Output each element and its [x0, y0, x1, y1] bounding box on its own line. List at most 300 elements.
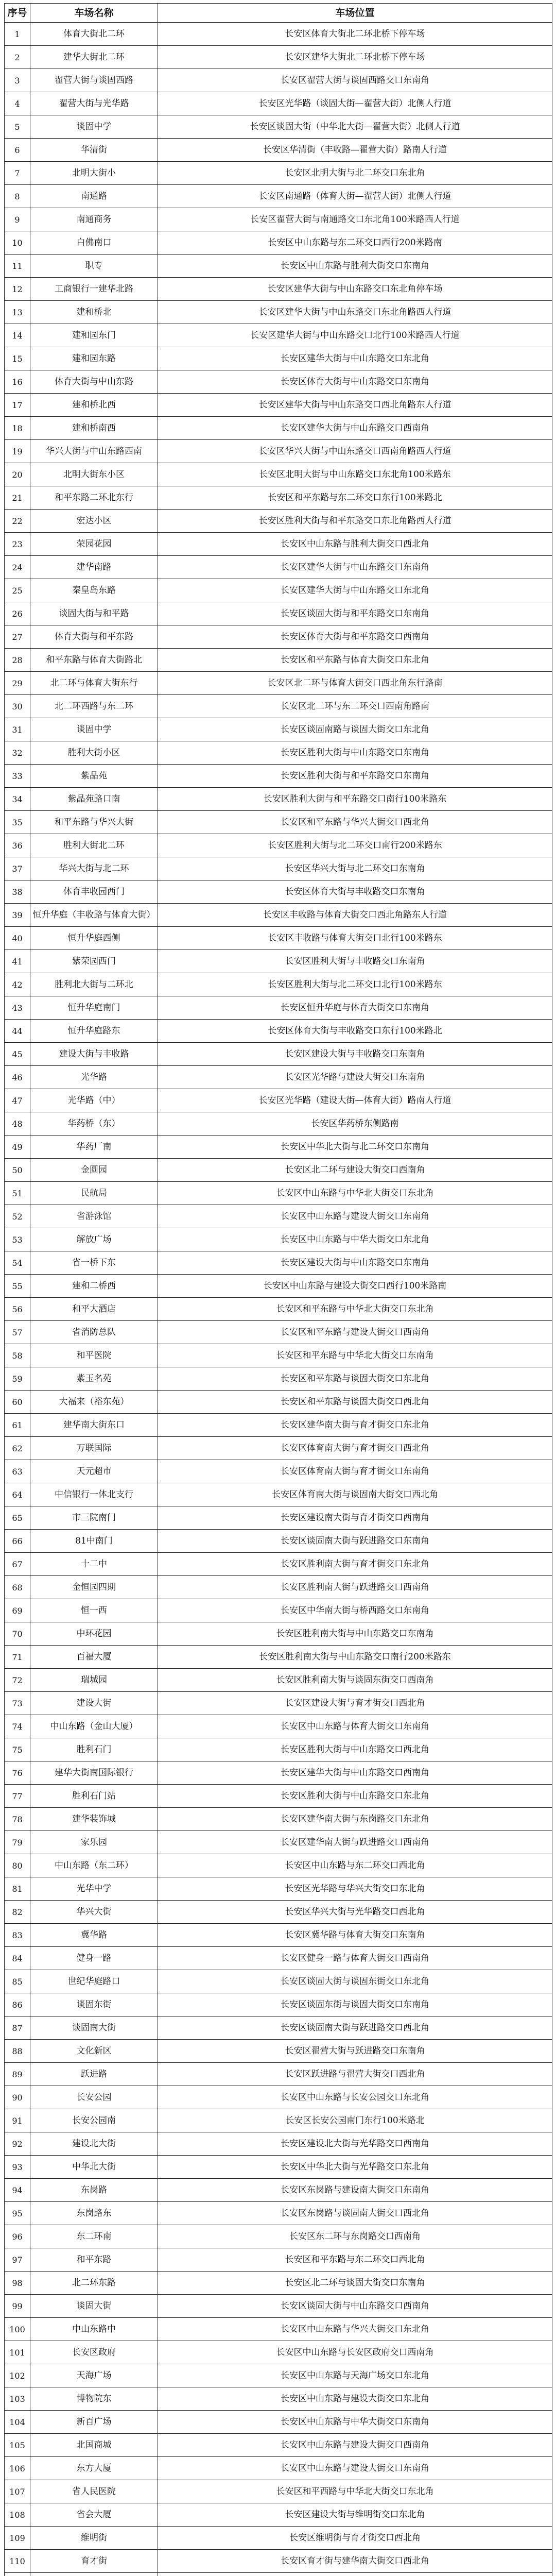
row-name: 冀华路 — [30, 1924, 158, 1947]
row-location: 长安区健身一路与体育大街交口西南角 — [158, 1947, 552, 1970]
row-index: 34 — [5, 788, 30, 811]
row-location: 长安区育才街与建华南大街交口西北角 — [158, 2550, 552, 2573]
table-row — [5, 904, 552, 927]
row-index: 19 — [5, 440, 30, 463]
table-row — [5, 1043, 552, 1066]
row-index: 44 — [5, 1020, 30, 1043]
row-name: 百福大厦 — [30, 1646, 158, 1669]
row-index: 67 — [5, 1553, 30, 1576]
row-location: 长安区胜利南大街与中山东路交口东南角 — [158, 1622, 552, 1646]
row-location: 长安区光华路（建设大街—体育大街）路南人行道 — [158, 1089, 552, 1112]
row-index: 2 — [5, 46, 30, 69]
row-index: 86 — [5, 1993, 30, 2016]
row-location: 长安区北二环与谈固大街交口东南角 — [158, 2272, 552, 2295]
table-row — [5, 695, 552, 718]
table-row — [5, 1089, 552, 1112]
row-name: 建和园东门 — [30, 324, 158, 347]
row-name: 新百广场 — [30, 2411, 158, 2434]
row-location: 长安区中山东路与华兴大街交口东北角 — [158, 2318, 552, 2341]
row-index: 107 — [5, 2480, 30, 2503]
row-index: 109 — [5, 2527, 30, 2550]
table-row — [5, 2573, 552, 2576]
row-name: 荣园花园 — [30, 533, 158, 556]
row-index: 77 — [5, 1785, 30, 1808]
row-name: 谈固东街 — [30, 1993, 158, 2016]
row-location: 长安区建华大街与中山东路交口东南角 — [158, 556, 552, 579]
table-row — [5, 2202, 552, 2225]
row-name: 北国商城 — [30, 2434, 158, 2457]
row-name: 谈固中学 — [30, 718, 158, 741]
row-name: 胜利北大街与二环北 — [30, 973, 158, 996]
row-index: 92 — [5, 2132, 30, 2156]
row-name: 长安公园南 — [30, 2109, 158, 2132]
row-index: 63 — [5, 1460, 30, 1483]
table-row — [5, 1553, 552, 1576]
row-location: 长安区建华大街北二环北桥下停车场 — [158, 46, 552, 69]
row-location: 长安区和平东路与谈固大街交口西北角 — [158, 1391, 552, 1414]
table-row — [5, 973, 552, 996]
table-row — [5, 1367, 552, 1391]
row-location: 长安区中华北大街与光华路交口东北角 — [158, 2156, 552, 2179]
row-name: 胜利大街北二环 — [30, 834, 158, 857]
row-location: 长安区中山东路与建设大街交口东南角 — [158, 1205, 552, 1228]
row-index: 74 — [5, 1715, 30, 1738]
table-row — [5, 1947, 552, 1970]
row-index: 93 — [5, 2156, 30, 2179]
row-index: 43 — [5, 996, 30, 1020]
row-name: 华兴大街与中山东路西南 — [30, 440, 158, 463]
row-location: 长安区谈固大街与中山东路交口西南角 — [158, 2295, 552, 2318]
table-row — [5, 1321, 552, 1344]
table-row — [5, 1808, 552, 1831]
row-name: 紫晶苑 — [30, 765, 158, 788]
table-row — [5, 625, 552, 649]
row-name: 金圆园 — [30, 1159, 158, 1182]
row-index: 99 — [5, 2295, 30, 2318]
row-name: 体育大街与中山东路 — [30, 370, 158, 394]
row-index: 1 — [5, 23, 30, 46]
row-name — [30, 2573, 158, 2576]
row-name: 81中南门 — [30, 1530, 158, 1553]
row-location: 长安区建华大街与中山东路交口西北角路东人行道 — [158, 394, 552, 417]
row-location: 长安区和平东路与东二环交口西北角 — [158, 2248, 552, 2272]
row-location: 长安区谈固东街与谈固大街交口东南角 — [158, 1993, 552, 2016]
table-row — [5, 278, 552, 301]
row-location: 长安区胜利南大街与跃进路交口西南角 — [158, 1576, 552, 1599]
row-name: 中山东路中 — [30, 2318, 158, 2341]
row-name: 北明大街东小区 — [30, 463, 158, 486]
row-name: 南通商务 — [30, 208, 158, 231]
row-index: 84 — [5, 1947, 30, 1970]
table-row — [5, 1506, 552, 1530]
row-location: 长安区北二环与体育大街交口西北角东行路南 — [158, 672, 552, 695]
row-location: 长安区中山东路与中华大街交口东北角 — [158, 1228, 552, 1251]
row-index: 57 — [5, 1321, 30, 1344]
row-index: 42 — [5, 973, 30, 996]
table-row — [5, 2364, 552, 2387]
row-name: 维明街 — [30, 2527, 158, 2550]
row-name: 恒升华庭西侧 — [30, 927, 158, 950]
row-name: 世纪华庭路口 — [30, 1970, 158, 1993]
row-location: 长安区体育南大街与谈固南大街交口西北角 — [158, 1483, 552, 1506]
row-name: 健身一路 — [30, 1947, 158, 1970]
row-location: 长安区中华南大街与桥西路交口东南角 — [158, 1599, 552, 1622]
row-name: 谈固大街与和平路 — [30, 602, 158, 625]
table-row — [5, 162, 552, 185]
row-location: 长安区华清街（丰收路—翟营大街）路南人行道 — [158, 139, 552, 162]
row-name: 建华南大街东口 — [30, 1414, 158, 1437]
table-row — [5, 950, 552, 973]
row-name: 东方大厦 — [30, 2457, 158, 2480]
row-location: 长安区恒升华庭与体育大街交口东南角 — [158, 996, 552, 1020]
row-name: 华药桥（东） — [30, 1112, 158, 1136]
row-index: 90 — [5, 2086, 30, 2109]
row-name: 和平东路 — [30, 2248, 158, 2272]
row-index: 71 — [5, 1646, 30, 1669]
row-index: 13 — [5, 301, 30, 324]
table-row — [5, 1182, 552, 1205]
row-name: 恒升华庭（丰收路与体育大街） — [30, 904, 158, 927]
row-index: 28 — [5, 649, 30, 672]
row-index: 50 — [5, 1159, 30, 1182]
table-row — [5, 1298, 552, 1321]
row-index: 76 — [5, 1761, 30, 1785]
row-name: 谈固大街 — [30, 2295, 158, 2318]
row-name: 建设北大街 — [30, 2132, 158, 2156]
row-location: 长安区丰收路与体育大街交口北行100米路东 — [158, 927, 552, 950]
row-name: 省一桥下东 — [30, 1251, 158, 1275]
row-location: 长安区胜利大街与北二环交口南行200米路东 — [158, 834, 552, 857]
row-name: 中信银行一体北支行 — [30, 1483, 158, 1506]
table-row — [5, 1228, 552, 1251]
row-name: 和平东路与体育大街路北 — [30, 649, 158, 672]
row-index: 41 — [5, 950, 30, 973]
row-name: 中华北大街 — [30, 2156, 158, 2179]
row-location — [158, 2573, 552, 2576]
row-location: 长安区建华大街与中山东路交口东北角 — [158, 579, 552, 602]
row-name: 建和桥北西 — [30, 394, 158, 417]
table-row — [5, 2550, 552, 2573]
row-index: 49 — [5, 1136, 30, 1159]
table-row — [5, 741, 552, 765]
table-row — [5, 139, 552, 162]
table-row — [5, 880, 552, 904]
table-row — [5, 1020, 552, 1043]
table-row — [5, 1460, 552, 1483]
row-name: 天海广场 — [30, 2364, 158, 2387]
row-name: 紫玉名苑 — [30, 1367, 158, 1391]
row-name: 恒升华庭路东 — [30, 1020, 158, 1043]
row-name: 建设大街与丰收路 — [30, 1043, 158, 1066]
row-name: 解放广场 — [30, 1228, 158, 1251]
parking-lot-sheet — [4, 3, 552, 2576]
table-row — [5, 1970, 552, 1993]
row-location: 长安区东岗路与谈固南大街交口西北角 — [158, 2202, 552, 2225]
row-index: 64 — [5, 1483, 30, 1506]
row-name: 万联国际 — [30, 1437, 158, 1460]
table-row — [5, 2179, 552, 2202]
row-location: 长安区中山东路与建设大街交口东南角 — [158, 2457, 552, 2480]
row-name: 东岗路东 — [30, 2202, 158, 2225]
header-row — [5, 4, 552, 23]
row-index: 62 — [5, 1437, 30, 1460]
row-name: 翟营大街与光华路 — [30, 92, 158, 115]
row-index: 12 — [5, 278, 30, 301]
row-name: 东岗路 — [30, 2179, 158, 2202]
row-name: 华兴大街 — [30, 1901, 158, 1924]
row-index: 70 — [5, 1622, 30, 1646]
row-location: 长安区东岗路与建设南大街交口东南角 — [158, 2179, 552, 2202]
table-row — [5, 1715, 552, 1738]
row-name: 谈固中学 — [30, 115, 158, 139]
row-location: 长安区谈固南大街与跃进路交口东南角 — [158, 1530, 552, 1553]
row-index: 87 — [5, 2016, 30, 2040]
table-row — [5, 1761, 552, 1785]
row-location: 长安区中山东路与中华大街交口东南角 — [158, 2411, 552, 2434]
row-name: 建华南路 — [30, 556, 158, 579]
row-name: 北二环东路 — [30, 2272, 158, 2295]
row-index: 51 — [5, 1182, 30, 1205]
header-index: 序号 — [5, 4, 30, 23]
row-name: 建华大街北二环 — [30, 46, 158, 69]
row-index: 80 — [5, 1854, 30, 1877]
row-location: 长安区和平东路与华兴大街交口西北角 — [158, 811, 552, 834]
row-index: 15 — [5, 347, 30, 370]
row-location: 长安区冀华路与体育大街交口东南角 — [158, 1924, 552, 1947]
table-row — [5, 2040, 552, 2063]
row-name: 职专 — [30, 255, 158, 278]
row-location: 长安区中山东路与中华北大街交口东北角 — [158, 1182, 552, 1205]
table-row — [5, 324, 552, 347]
row-index: 21 — [5, 486, 30, 510]
row-name: 光华路 — [30, 1066, 158, 1089]
row-index: 23 — [5, 533, 30, 556]
row-name: 省游泳馆 — [30, 1205, 158, 1228]
table-row — [5, 649, 552, 672]
row-name: 和平东路与华兴大街 — [30, 811, 158, 834]
table-row — [5, 301, 552, 324]
table-row — [5, 1646, 552, 1669]
table-row — [5, 2086, 552, 2109]
row-name: 北明大街小 — [30, 162, 158, 185]
row-name: 北二环与体育大街东行 — [30, 672, 158, 695]
row-index: 56 — [5, 1298, 30, 1321]
row-index: 30 — [5, 695, 30, 718]
row-name: 育才街 — [30, 2550, 158, 2573]
table-row — [5, 2109, 552, 2132]
table-row — [5, 1738, 552, 1761]
row-name: 华兴大街与北二环 — [30, 857, 158, 880]
row-location: 长安区体育大街与丰收路交口东行100米路北 — [158, 1020, 552, 1043]
row-name: 建和桥北 — [30, 301, 158, 324]
row-index: 32 — [5, 741, 30, 765]
row-location: 长安区建设大街与育才街交口西北角 — [158, 1692, 552, 1715]
row-name: 省会大厦 — [30, 2503, 158, 2527]
row-location: 长安区中山东路与胜利大街交口东南角 — [158, 255, 552, 278]
row-index: 72 — [5, 1669, 30, 1692]
table-row — [5, 834, 552, 857]
row-index: 17 — [5, 394, 30, 417]
table-row — [5, 1066, 552, 1089]
row-location: 长安区中山东路与天海广场交口东北角 — [158, 2364, 552, 2387]
row-name: 东二环南 — [30, 2225, 158, 2248]
row-name: 金恒园四期 — [30, 1576, 158, 1599]
row-index: 14 — [5, 324, 30, 347]
row-location: 长安区华兴大街与光华路交口西北角 — [158, 1901, 552, 1924]
row-index: 68 — [5, 1576, 30, 1599]
row-location: 长安区谈固南路与谈固大街交口东北角 — [158, 718, 552, 741]
table-row — [5, 533, 552, 556]
row-location: 长安区中山东路与建设大街交口西行100米路南 — [158, 1275, 552, 1298]
row-name: 光华中学 — [30, 1877, 158, 1901]
row-name: 建和桥南西 — [30, 417, 158, 440]
row-index: 31 — [5, 718, 30, 741]
row-index: 25 — [5, 579, 30, 602]
table-row — [5, 2016, 552, 2040]
row-index: 26 — [5, 602, 30, 625]
row-index: 10 — [5, 231, 30, 255]
row-location: 长安区中山东路与长安区政府交口西南角 — [158, 2341, 552, 2364]
row-index: 88 — [5, 2040, 30, 2063]
header-location: 车场位置 — [158, 4, 552, 23]
row-name: 和平医院 — [30, 1344, 158, 1367]
table-row — [5, 996, 552, 1020]
row-index: 39 — [5, 904, 30, 927]
row-index: 5 — [5, 115, 30, 139]
row-location: 长安区北明大街与中山东路交口东北角100米路东 — [158, 463, 552, 486]
row-index: 3 — [5, 69, 30, 92]
row-location: 长安区建设北大街与光华路交口西南角 — [158, 2132, 552, 2156]
row-name: 中山东路（东二环） — [30, 1854, 158, 1877]
row-index: 37 — [5, 857, 30, 880]
table-row — [5, 1622, 552, 1646]
row-location: 长安区维明街与育才街交口西北角 — [158, 2527, 552, 2550]
table-row — [5, 857, 552, 880]
table-row — [5, 2295, 552, 2318]
row-name: 十二中 — [30, 1553, 158, 1576]
row-index: 7 — [5, 162, 30, 185]
row-index: 85 — [5, 1970, 30, 1993]
table-row — [5, 556, 552, 579]
table-row — [5, 1112, 552, 1136]
row-name: 紫荣园西门 — [30, 950, 158, 973]
table-row — [5, 1901, 552, 1924]
table-row — [5, 672, 552, 695]
row-location: 长安区和平东路与中华北大街交口东南角 — [158, 1344, 552, 1367]
row-location: 长安区胜利大街与和平东路交口东南角 — [158, 765, 552, 788]
row-name: 恒一西 — [30, 1599, 158, 1622]
row-name: 胜利石门 — [30, 1738, 158, 1761]
table-row — [5, 115, 552, 139]
row-location: 长安区建华大街与中山东路交口西南角 — [158, 1761, 552, 1785]
table-row — [5, 2527, 552, 2550]
row-index: 110 — [5, 2550, 30, 2573]
row-name: 翟营大街与谈固西路 — [30, 69, 158, 92]
table-row — [5, 1599, 552, 1622]
table-row — [5, 2225, 552, 2248]
row-location: 长安区建设大街与维明街交口东北角 — [158, 2503, 552, 2527]
row-index: 54 — [5, 1251, 30, 1275]
row-index: 94 — [5, 2179, 30, 2202]
row-location: 长安区建设大街与丰收路交口东南角 — [158, 1043, 552, 1066]
row-index: 45 — [5, 1043, 30, 1066]
table-row — [5, 370, 552, 394]
row-location: 长安区光华路与华兴大街交口东北角 — [158, 1877, 552, 1901]
row-location: 长安区华药桥东侧路南 — [158, 1112, 552, 1136]
row-location: 长安区建设南大街与育才街交口西南角 — [158, 1506, 552, 1530]
row-index: 73 — [5, 1692, 30, 1715]
table-row — [5, 2503, 552, 2527]
row-index: 96 — [5, 2225, 30, 2248]
row-index: 95 — [5, 2202, 30, 2225]
parking-lot-table — [4, 3, 552, 2576]
row-index: 69 — [5, 1599, 30, 1622]
row-location: 长安区北二环与东二环交口西南角路南 — [158, 695, 552, 718]
row-location: 长安区胜利大街与丰收路交口东南角 — [158, 950, 552, 973]
row-index: 36 — [5, 834, 30, 857]
row-index: 89 — [5, 2063, 30, 2086]
row-name: 和平大酒店 — [30, 1298, 158, 1321]
row-location: 长安区体育南大街与育才街交口东南角 — [158, 1460, 552, 1483]
row-location: 长安区谈固大街（中华北大街—翟营大街）北侧人行道 — [158, 115, 552, 139]
row-index: 97 — [5, 2248, 30, 2272]
table-row — [5, 1344, 552, 1367]
row-location: 长安区长安公园南门东行100米路北 — [158, 2109, 552, 2132]
row-location: 长安区谈固大街与谈固东街交口东北角 — [158, 1970, 552, 1993]
row-name: 省消防总队 — [30, 1321, 158, 1344]
table-row — [5, 2318, 552, 2341]
row-index: 24 — [5, 556, 30, 579]
table-row — [5, 2132, 552, 2156]
row-name: 家乐园 — [30, 1831, 158, 1854]
row-index: 98 — [5, 2272, 30, 2295]
table-row — [5, 1275, 552, 1298]
row-index: 104 — [5, 2411, 30, 2434]
table-row — [5, 2341, 552, 2364]
row-name: 光华路（中） — [30, 1089, 158, 1112]
table-row — [5, 1692, 552, 1715]
table-row — [5, 1159, 552, 1182]
table-row — [5, 185, 552, 208]
row-index: 101 — [5, 2341, 30, 2364]
table-row — [5, 69, 552, 92]
table-row — [5, 811, 552, 834]
table-row — [5, 2480, 552, 2503]
row-name: 中环花园 — [30, 1622, 158, 1646]
row-location: 长安区中山东路与长安公园交口东北角 — [158, 2086, 552, 2109]
row-index: 79 — [5, 1831, 30, 1854]
table-row — [5, 1391, 552, 1414]
table-row — [5, 788, 552, 811]
table-row — [5, 1530, 552, 1553]
row-location: 长安区胜利大街与中山东路交口西北角 — [158, 1738, 552, 1761]
row-index: 29 — [5, 672, 30, 695]
row-index: 78 — [5, 1808, 30, 1831]
header-name: 车场名称 — [30, 4, 158, 23]
row-location: 长安区胜利南大街与谈固东街交口西南角 — [158, 1669, 552, 1692]
row-name: 长安区政府 — [30, 2341, 158, 2364]
row-index: 108 — [5, 2503, 30, 2527]
row-name: 跃进路 — [30, 2063, 158, 2086]
table-row — [5, 463, 552, 486]
row-index: 27 — [5, 625, 30, 649]
row-location: 长安区华兴大街与中山东路交口西南角路西人行道 — [158, 440, 552, 463]
table-header — [5, 4, 552, 23]
row-name: 建设大街 — [30, 1692, 158, 1715]
row-location: 长安区建华大街与中山东路交口东北角路西人行道 — [158, 301, 552, 324]
row-index: 6 — [5, 139, 30, 162]
row-location: 长安区东二环与东岗路交口西南角 — [158, 2225, 552, 2248]
